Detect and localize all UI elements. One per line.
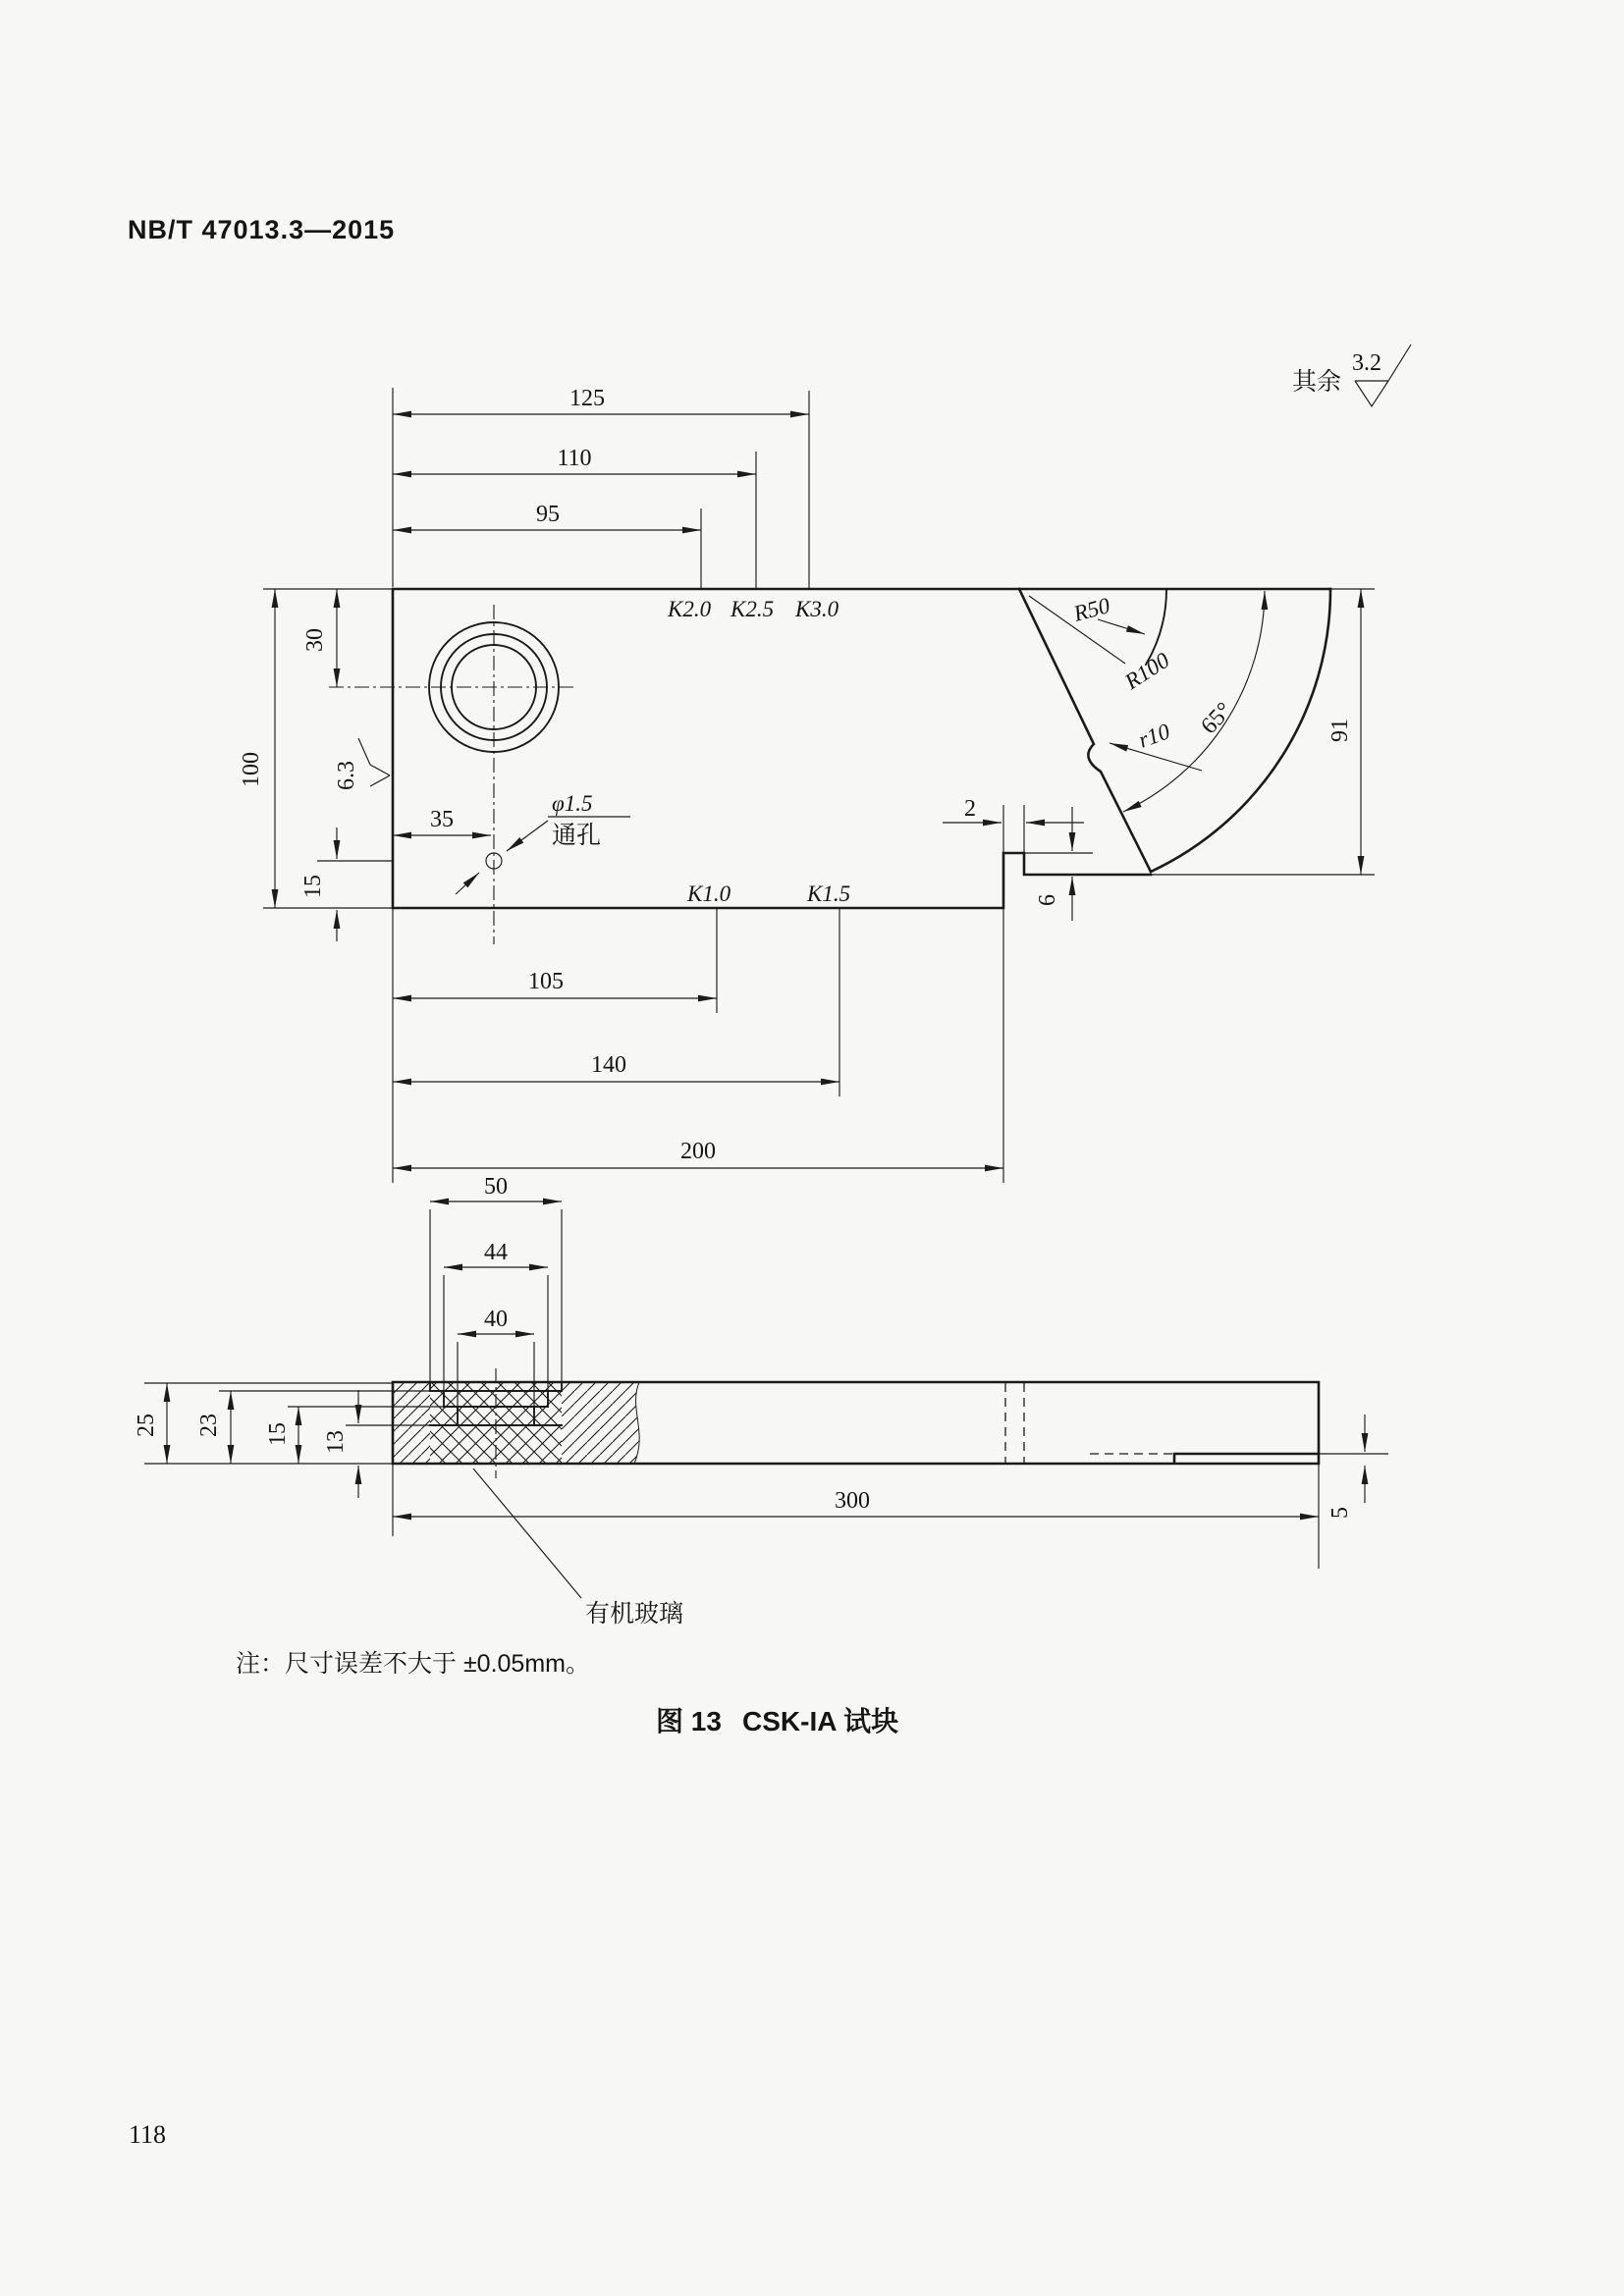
perspex-label: 有机玻璃 <box>585 1600 684 1628</box>
dim-35: 35 <box>430 807 454 832</box>
top-view-extension-lines <box>263 388 1375 1183</box>
dim-13: 13 <box>323 1430 349 1454</box>
dim-91: 91 <box>1327 719 1353 742</box>
standard-code: NB/T 47013.3—2015 <box>128 215 396 244</box>
dim-15-side: 15 <box>265 1422 291 1446</box>
label-r100: R100 <box>1120 647 1174 695</box>
page-number: 118 <box>129 2120 167 2149</box>
k-label-1_5: K1.5 <box>807 881 851 906</box>
dim-100: 100 <box>239 752 264 787</box>
dim-23: 23 <box>196 1414 222 1437</box>
side-view <box>134 1174 1388 1628</box>
side-view-extension-lines <box>144 1209 1388 1569</box>
dim-95: 95 <box>536 502 560 527</box>
hole-dia-label: φ1.5 <box>552 791 593 816</box>
dim-25: 25 <box>134 1414 159 1437</box>
caption-title: CSK-IA 试块 <box>742 1706 899 1736</box>
r100-arc <box>1151 589 1330 872</box>
dim-110: 110 <box>557 446 592 471</box>
steel-hatch-right <box>562 1382 639 1464</box>
dim-44: 44 <box>484 1240 508 1265</box>
hole-type-label: 通孔 <box>552 822 602 849</box>
k-label-2_0: K2.0 <box>668 597 712 621</box>
top-view <box>239 386 1375 1183</box>
label-r50: R50 <box>1070 593 1113 626</box>
radial-65-edge <box>1019 589 1151 872</box>
dim-105: 105 <box>528 969 564 994</box>
surface-finish-note <box>1292 345 1411 406</box>
dim-2: 2 <box>964 796 976 822</box>
label-65deg: 65° <box>1196 697 1238 740</box>
edge-roughness-value: 6.3 <box>334 761 359 790</box>
dim-30: 30 <box>302 628 328 652</box>
k-label-2_5: K2.5 <box>731 597 775 621</box>
k-label-3_0: K3.0 <box>795 597 839 621</box>
dim-300: 300 <box>835 1488 870 1514</box>
dim-15: 15 <box>300 875 326 898</box>
dim-200: 200 <box>680 1139 716 1164</box>
caption-number: 图 13 <box>656 1706 722 1736</box>
steel-hatch-left <box>393 1382 430 1464</box>
dim-6: 6 <box>1035 894 1060 906</box>
hidden-edges <box>1005 1383 1174 1464</box>
perspex-leader <box>473 1468 581 1598</box>
top-view-dimension-lines <box>275 414 1361 1168</box>
big-hole <box>329 605 574 944</box>
top-view-leader-arrows <box>337 619 1202 941</box>
k-label-1_0: K1.0 <box>687 881 731 906</box>
dim-40: 40 <box>484 1307 508 1332</box>
edge-roughness <box>334 738 390 790</box>
side-view-dimension-lines <box>167 1201 1319 1517</box>
figure-note: 注：尺寸误差不大于 ±0.05mm。 <box>236 1650 590 1678</box>
label-r10: r10 <box>1135 719 1173 753</box>
dim-50: 50 <box>484 1174 508 1200</box>
dim-140: 140 <box>591 1052 626 1078</box>
surface-finish-label: 其余 <box>1292 368 1342 396</box>
dim-5: 5 <box>1327 1507 1353 1519</box>
surface-finish-value: 3.2 <box>1352 350 1381 376</box>
dim-125: 125 <box>569 386 605 411</box>
